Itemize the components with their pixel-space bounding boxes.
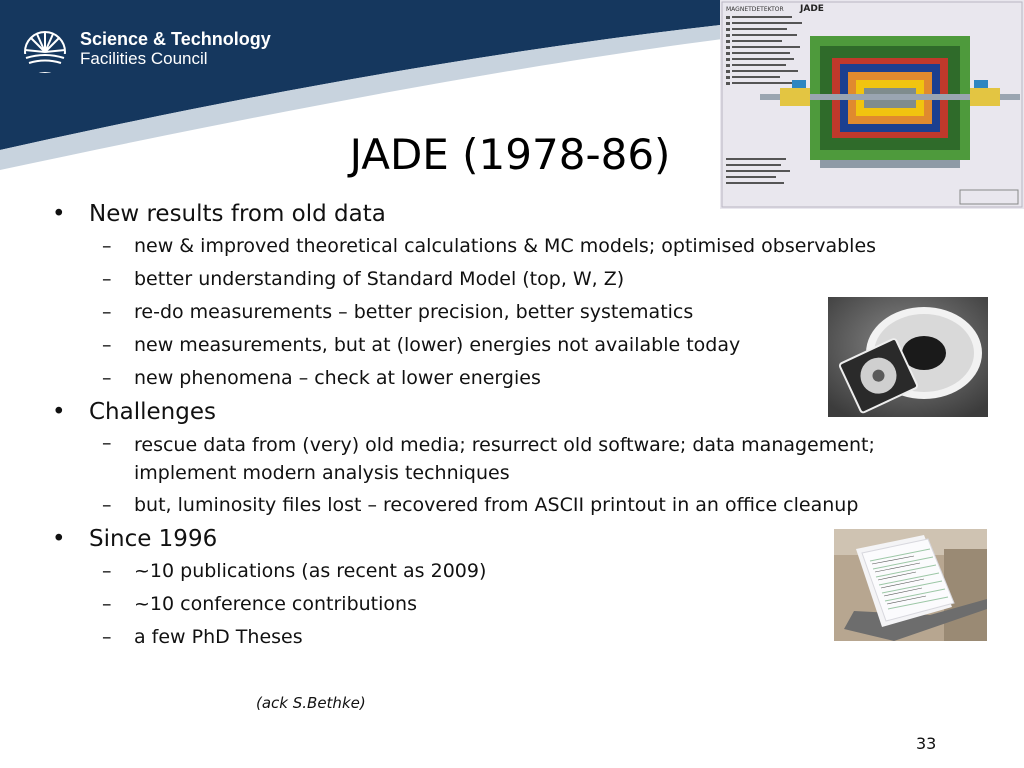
- list-item-text: new phenomena – check at lower energies: [134, 367, 541, 389]
- bullet-icon: •: [52, 526, 66, 552]
- bullet-icon: •: [52, 201, 66, 227]
- jade-detector-diagram: [720, 0, 1024, 209]
- page-number: 33: [916, 734, 937, 753]
- dash-icon: –: [102, 494, 112, 516]
- section-heading-text: New results from old data: [89, 201, 386, 227]
- list-item-text: better understanding of Standard Model (top, W, Z): [134, 268, 625, 290]
- dash-icon: –: [102, 301, 112, 323]
- ascii-printout-photo: [834, 529, 987, 641]
- list-item-text: rescue data from (very) old media; resurrect old software; data management; implement modern analysis techniques: [134, 434, 875, 484]
- section-heading-text: Since 1996: [89, 526, 218, 552]
- section-heading: [52, 198, 982, 231]
- section-heading-text: Challenges: [89, 399, 216, 425]
- dash-icon: –: [102, 560, 112, 582]
- dash-icon: –: [102, 432, 112, 454]
- logo-line2: Facilities Council: [80, 49, 208, 68]
- stfc-logo: [20, 24, 271, 74]
- list-item-text: new & improved theoretical calculations & MC models; optimised observables: [134, 235, 877, 257]
- sunburst-logo-icon: [20, 24, 70, 74]
- dash-icon: –: [102, 593, 112, 615]
- list-item: [52, 264, 982, 297]
- list-item-text: but, luminosity files lost – recovered from ASCII printout in an office cleanup: [134, 494, 859, 516]
- dash-icon: –: [102, 367, 112, 389]
- dash-icon: –: [102, 235, 112, 257]
- dash-icon: –: [102, 334, 112, 356]
- list-item-text: ~10 publications (as recent as 2009): [134, 560, 487, 582]
- list-item-text: new measurements, but at (lower) energies not available today: [134, 334, 741, 356]
- list-item-text: re-do measurements – better precision, better systematics: [134, 301, 694, 323]
- logo-line1: Science & Technology: [80, 29, 271, 49]
- bullet-icon: •: [52, 399, 66, 425]
- list-item: [52, 429, 982, 490]
- detector-label: JADE: [800, 4, 824, 14]
- magnetic-media-photo: [828, 297, 988, 417]
- dash-icon: –: [102, 626, 112, 648]
- list-item: [52, 231, 982, 264]
- list-item-text: a few PhD Theses: [134, 626, 303, 648]
- detector-header: MAGNETDETEKTOR: [726, 6, 784, 13]
- list-item: [52, 490, 982, 523]
- dash-icon: –: [102, 268, 112, 290]
- list-item-text: ~10 conference contributions: [134, 593, 417, 615]
- slide-title: JADE (1978-86): [349, 130, 671, 179]
- acknowledgement: (ack S.Bethke): [256, 694, 366, 712]
